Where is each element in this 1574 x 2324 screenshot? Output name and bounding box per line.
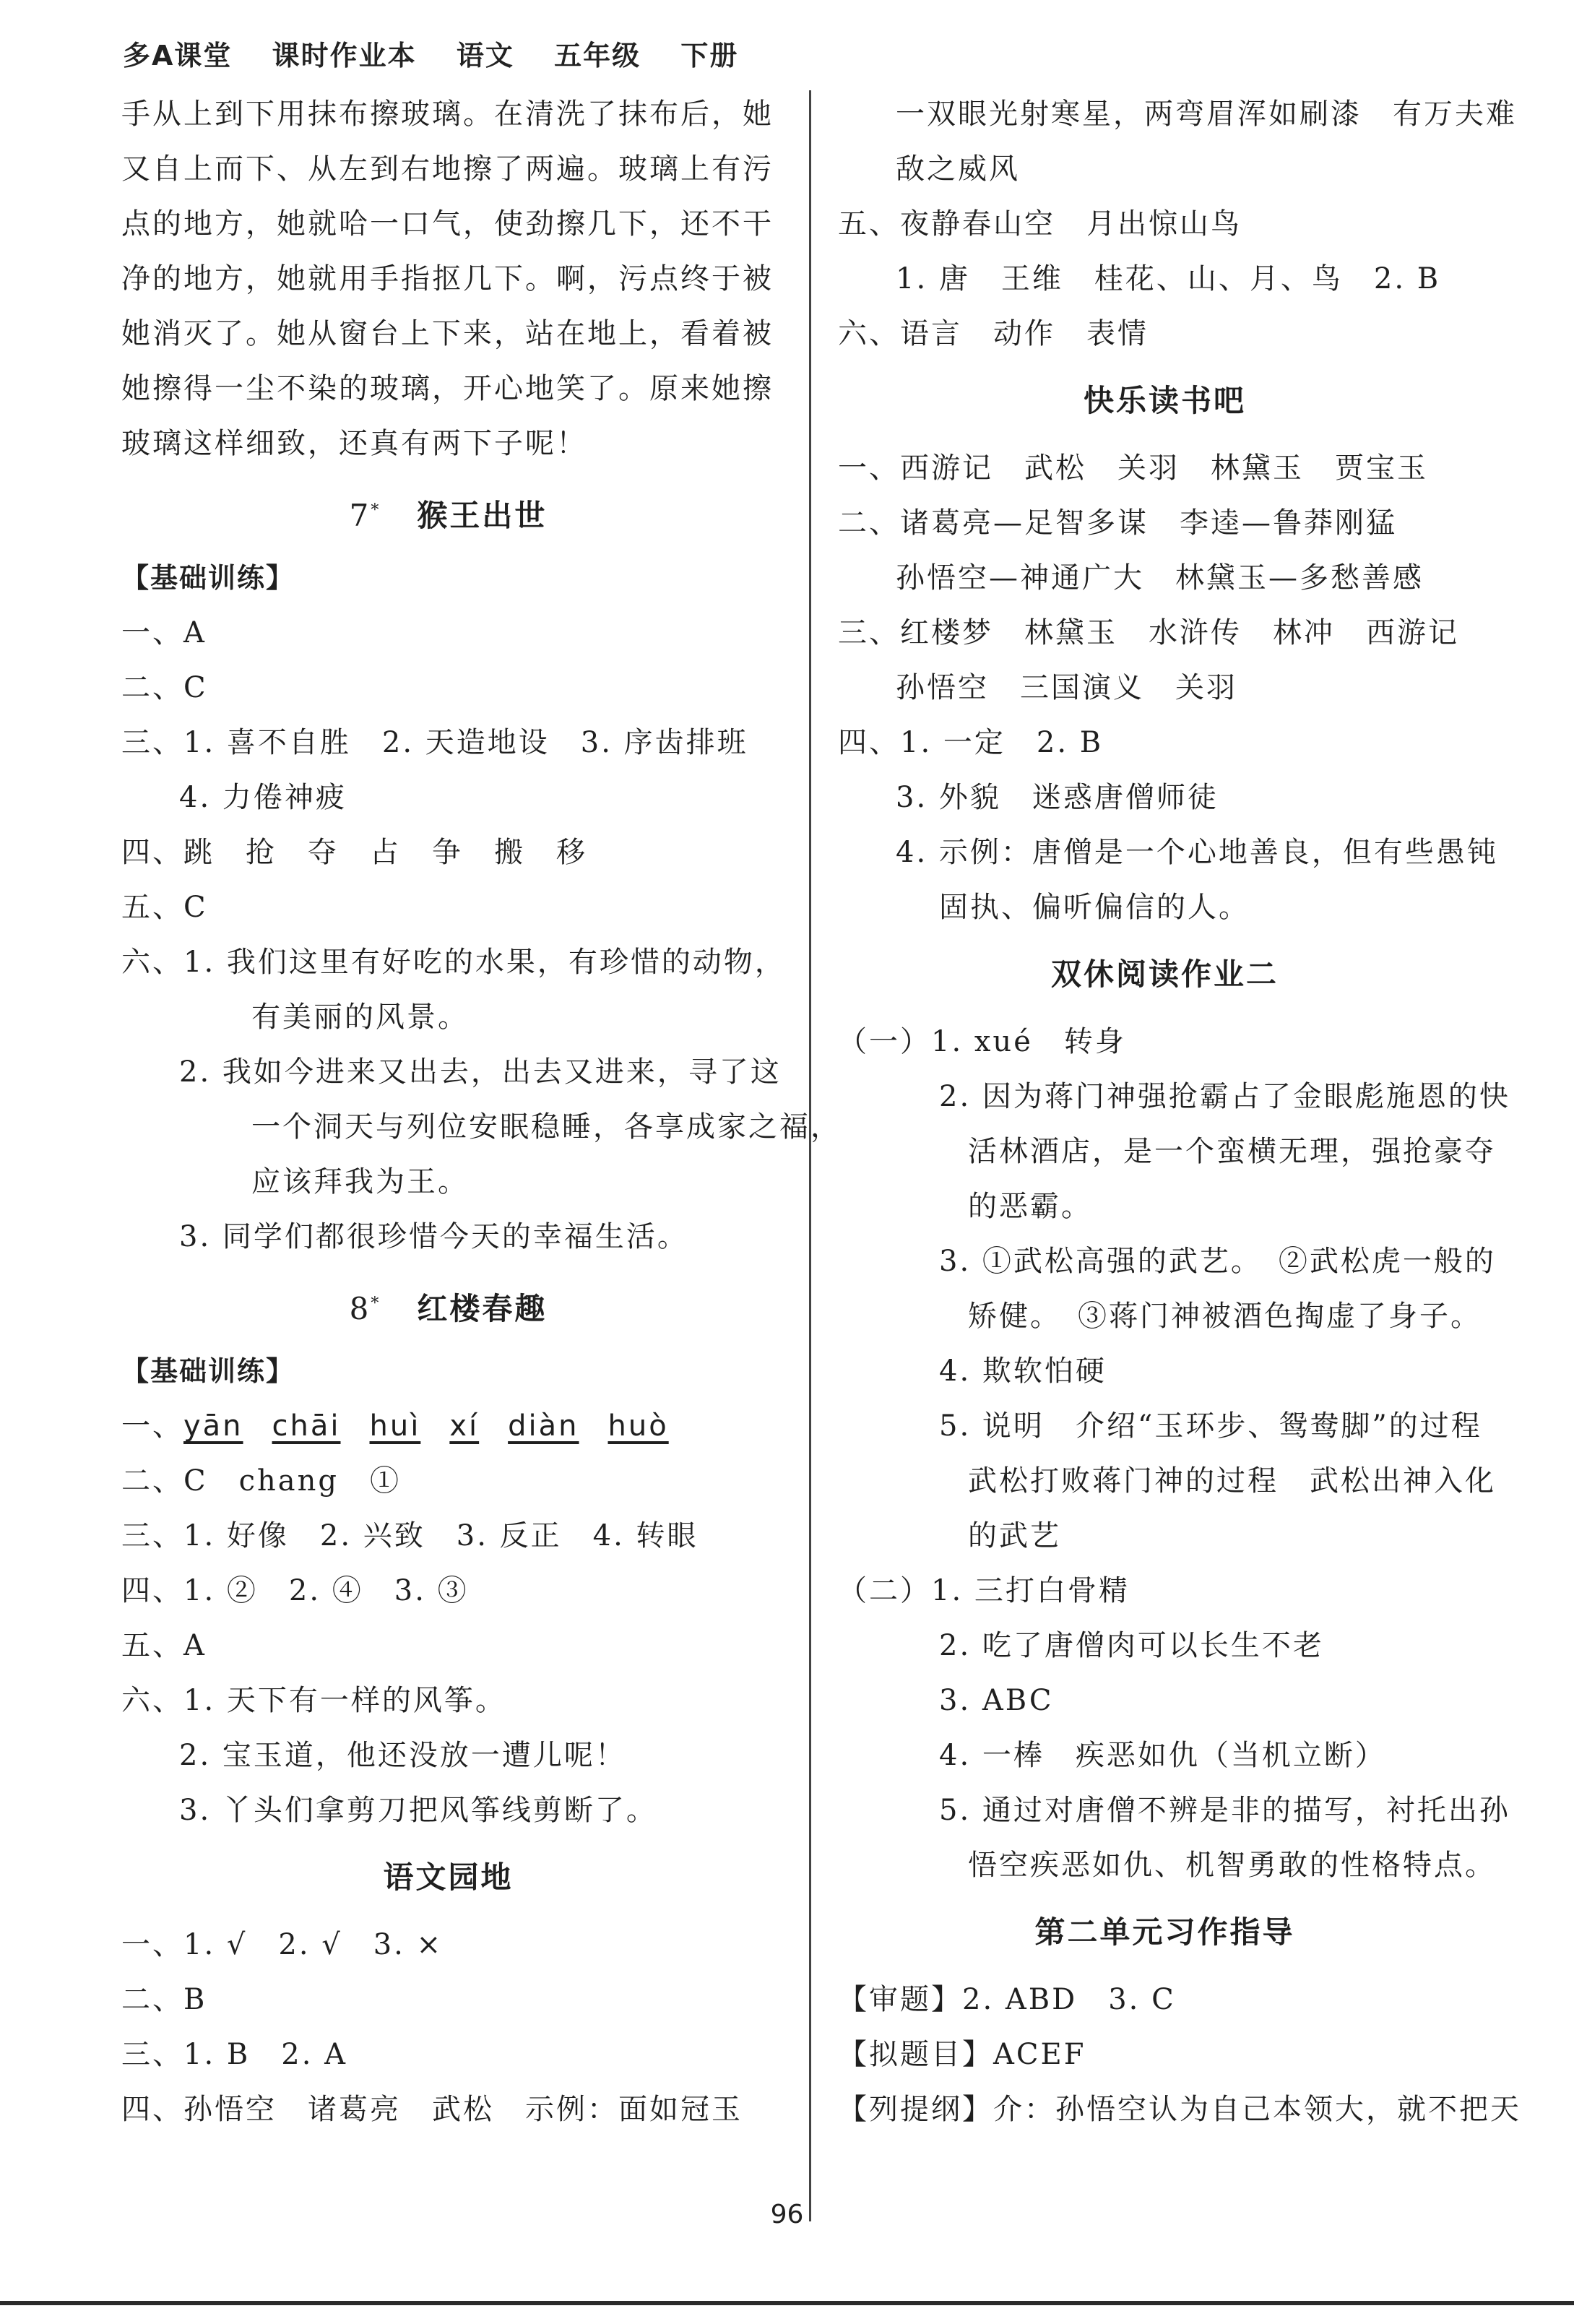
answer-line: 五、夜静春山空 月出惊山鸟 [838, 207, 1242, 241]
answer-line: 六、1. 我们这里有好吃的水果，有珍惜的动物， [121, 946, 786, 979]
reading-bar-heading: 快乐读书吧 [1083, 383, 1246, 418]
passage-line: 点的地方，她就哈一口气，使劲擦几下，还不干 [121, 207, 774, 241]
lesson7-title: 猴王出世 [417, 498, 548, 533]
answer-line: 五、C [121, 891, 208, 924]
header-series: 多A课堂 [123, 40, 233, 72]
answer-line: 4. 一棒 疾恶如仇（当机立断） [939, 1739, 1386, 1772]
answer-line: 五、A [121, 1629, 207, 1662]
answer-line: 二、C chang ① [121, 1464, 401, 1498]
header-grade: 五年级 [554, 40, 641, 72]
garden-heading: 语文园地 [383, 1859, 514, 1895]
answer-line: 应该拜我为王。 [251, 1165, 469, 1198]
answer-line: （二）1. 三打白骨精 [838, 1574, 1130, 1607]
answer-line: 2. 因为蒋门神强抢霸占了金眼彪施恩的快 [939, 1080, 1510, 1113]
passage-line: 净的地方，她就用手指抠几下。啊，污点终于被 [121, 262, 774, 295]
answer-line: 三、1. 喜不自胜 2. 天造地设 3. 序齿排班 [121, 726, 748, 759]
lesson8-number: 8* [349, 1291, 381, 1326]
answer-line: 武松打败蒋门神的过程 武松出神入化 [968, 1464, 1496, 1498]
answer-line: 孙悟空 三国演义 关羽 [896, 671, 1237, 704]
header-subject: 语文 [456, 40, 514, 72]
answer-line: 三、1. B 2. A [121, 2038, 348, 2071]
pinyin-answer: huì [369, 1409, 421, 1443]
answer-line: 2. 我如今进来又出去，出去又进来，寻了这 [179, 1055, 782, 1089]
answer-line: （一）1. xué 转身 [838, 1025, 1126, 1058]
lesson8-title: 红楼春趣 [417, 1291, 548, 1326]
answer-line: 3. 丫头们拿剪刀把风筝线剪断了。 [179, 1794, 657, 1827]
writing-heading: 第二单元习作指导 [1034, 1914, 1295, 1950]
pinyin-answer: yān [183, 1409, 243, 1443]
column-divider [809, 90, 811, 2221]
answer-line: 一、西游记 武松 关羽 林黛玉 贾宝玉 [838, 452, 1428, 485]
answer-line: 六、语言 动作 表情 [838, 317, 1149, 350]
pinyin-answer: diàn [508, 1409, 579, 1443]
answer-line: 四、1. ② 2. ④ 3. ③ [121, 1574, 469, 1607]
right-column [838, 87, 1521, 2137]
answer-line: 固执、偏听偏信的人。 [939, 891, 1250, 924]
answer-line: 三、红楼梦 林黛玉 水浒传 林冲 西游记 [838, 616, 1459, 649]
answer-line: 3. ABC [939, 1684, 1054, 1717]
page-header [123, 33, 767, 73]
answer-line: 4. 欺软怕硬 [939, 1355, 1107, 1388]
answer-line: 四、跳 抢 夺 占 争 搬 移 [121, 836, 587, 869]
answer-line: 有美丽的风景。 [251, 1001, 469, 1034]
answer-line: 一、1. √ 2. √ 3. × [121, 1928, 444, 1961]
answer-line: 4. 力倦神疲 [179, 781, 347, 814]
answer-line: 2. 吃了唐僧肉可以长生不老 [939, 1629, 1324, 1662]
lesson7-heading [121, 471, 775, 550]
weekend-heading: 双休阅读作业二 [1050, 956, 1279, 992]
pinyin-answer: huò [607, 1409, 669, 1443]
left-column [121, 87, 842, 2137]
passage-line: 手从上到下用抹布擦玻璃。在清洗了抹布后，她 [121, 98, 774, 131]
answer-line: 四、1. 一定 2. B [838, 726, 1104, 759]
answer-line: 一双眼光射寒星，两弯眉浑如刷漆 有万夫难 [896, 98, 1517, 131]
answer-line: 的恶霸。 [968, 1190, 1092, 1223]
lesson7-label: 【基础训练】 [121, 562, 295, 594]
pinyin-answer: chāi [272, 1409, 341, 1443]
pinyin-answer: xí [449, 1409, 480, 1443]
answer-line: 【列提纲】介：孙悟空认为自己本领大，就不把天 [838, 2093, 1521, 2126]
answer-line: 孙悟空—神通广大 林黛玉—多愁善感 [896, 561, 1424, 595]
passage-line: 又自上而下、从左到右地擦了两遍。玻璃上有污 [121, 152, 774, 186]
header-volume: 下册 [680, 40, 739, 72]
page-number: 96 [770, 2200, 804, 2229]
answer-line: 悟空疾恶如仇、机智勇敢的性格特点。 [968, 1849, 1496, 1882]
answer-line: 【拟题目】ACEF [838, 2038, 1086, 2071]
answer-line: 5. 通过对唐僧不辨是非的描写，衬托出孙 [939, 1794, 1510, 1827]
answer-line: 【审题】2. ABD 3. C [838, 1983, 1176, 2016]
answer-line: 1. 唐 王维 桂花、山、月、鸟 2. B [896, 262, 1441, 295]
answer-line: 活林酒店，是一个蛮横无理，强抢豪夺 [968, 1135, 1496, 1168]
answer-line: 4. 示例：唐僧是一个心地善良，但有些愚钝 [896, 836, 1498, 869]
passage [121, 87, 775, 471]
answer-line: 二、C [121, 671, 208, 704]
passage-line: 玻璃这样细致，还真有两下子呢！ [121, 427, 587, 460]
answer-line: 三、1. 好像 2. 兴致 3. 反正 4. 转眼 [121, 1519, 699, 1552]
bottom-rule [0, 2301, 1574, 2305]
passage-line: 她消灭了。她从窗台上下来，站在地上，看着被 [121, 317, 774, 350]
answer-line: 的武艺 [968, 1519, 1061, 1552]
answer-line: 一、A [121, 616, 207, 649]
lesson7-number: 7* [349, 498, 381, 533]
answer-line: 2. 宝玉道，他还没放一遭儿呢！ [179, 1739, 626, 1772]
lesson8-label: 【基础训练】 [121, 1355, 295, 1387]
answer-line: 3. 外貌 迷惑唐僧师徒 [896, 781, 1219, 814]
answer-line: 二、诸葛亮—足智多谋 李逵—鲁莽刚猛 [838, 506, 1397, 540]
answer-line: 3. ①武松高强的武艺。 ②武松虎一般的 [939, 1245, 1496, 1278]
answer-line: 敌之威风 [896, 152, 1020, 186]
answer-line: 四、孙悟空 诸葛亮 武松 示例：面如冠玉 [121, 2093, 743, 2126]
passage-line: 她擦得一尘不染的玻璃，开心地笑了。原来她擦 [121, 372, 774, 405]
answer-line: 二、B [121, 1983, 207, 2016]
answer-line: 矫健。 ③蒋门神被酒色掏虚了身子。 [968, 1300, 1482, 1333]
pinyin-line: 一、yān chāi huì xí diàn huò [121, 1409, 669, 1443]
answer-line: 3. 同学们都很珍惜今天的幸福生活。 [179, 1220, 688, 1253]
answer-line: 六、1. 天下有一样的风筝。 [121, 1684, 506, 1717]
answer-line: 5. 说明 介绍“玉环步、鸳鸯脚”的过程 [939, 1409, 1482, 1443]
answer-line: 一个洞天与列位安眠稳睡，各享成家之福， [251, 1110, 842, 1144]
header-book: 课时作业本 [272, 40, 417, 72]
lesson8-heading [121, 1264, 775, 1344]
